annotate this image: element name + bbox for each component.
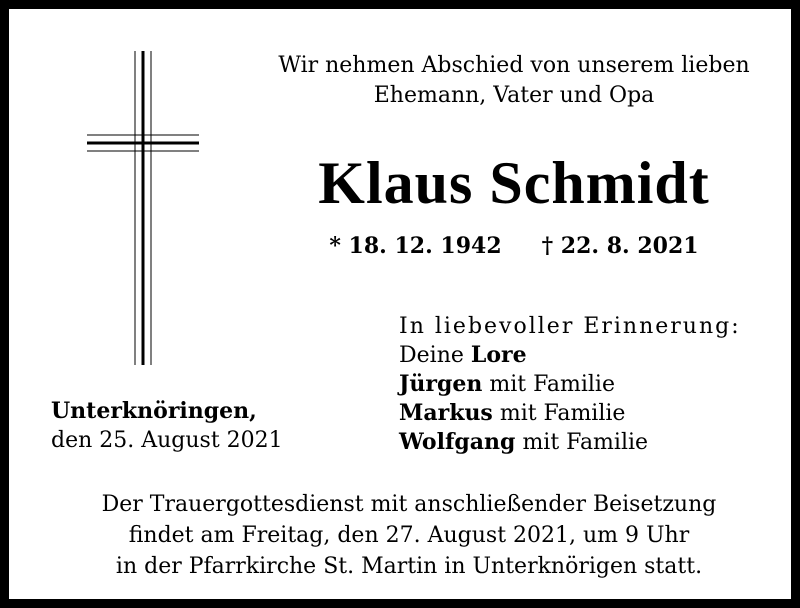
mourner-suffix: mit Familie [522, 430, 649, 455]
mourner-row [399, 428, 741, 457]
intro-text [249, 51, 779, 111]
mourner-name: Lore [470, 342, 527, 368]
life-dates [249, 231, 779, 261]
death-date: † 22. 8. 2021 [541, 233, 699, 259]
mourner-prefix: Deine [399, 343, 464, 368]
service-line: findet am Freitag, den 27. August 2021, um 9 Uhr [128, 523, 690, 548]
service-notice [39, 489, 779, 582]
intro-line: Wir nehmen Abschied von unserem lieben [278, 53, 750, 78]
mourner-row [399, 370, 741, 399]
mourner-row [399, 399, 741, 428]
intro-line: Ehemann, Vater und Opa [373, 83, 655, 108]
mourner-suffix: mit Familie [499, 401, 626, 426]
birth-date: * 18. 12. 1942 [329, 233, 502, 259]
mourner-suffix: mit Familie [489, 372, 615, 397]
notice-date: den 25. August 2021 [51, 428, 283, 453]
deceased-name: Klaus Schmidt [318, 150, 710, 216]
service-line: in der Pfarrkirche St. Martin in Unterknörigen statt. [115, 554, 703, 579]
place-and-date [51, 397, 283, 455]
mourner-name: Markus [399, 400, 493, 426]
mourners-list [399, 312, 741, 457]
cross-icon [87, 51, 199, 365]
mourners-heading: In liebevoller Erinnerung: [399, 314, 741, 339]
service-line: Der Trauergottesdienst mit anschließender Beisetzung [101, 492, 717, 517]
mourner-name: Jürgen [399, 371, 483, 397]
town-name: Unterknöringen, [51, 398, 257, 424]
mourner-name: Wolfgang [399, 429, 516, 455]
mourner-row [399, 341, 741, 370]
